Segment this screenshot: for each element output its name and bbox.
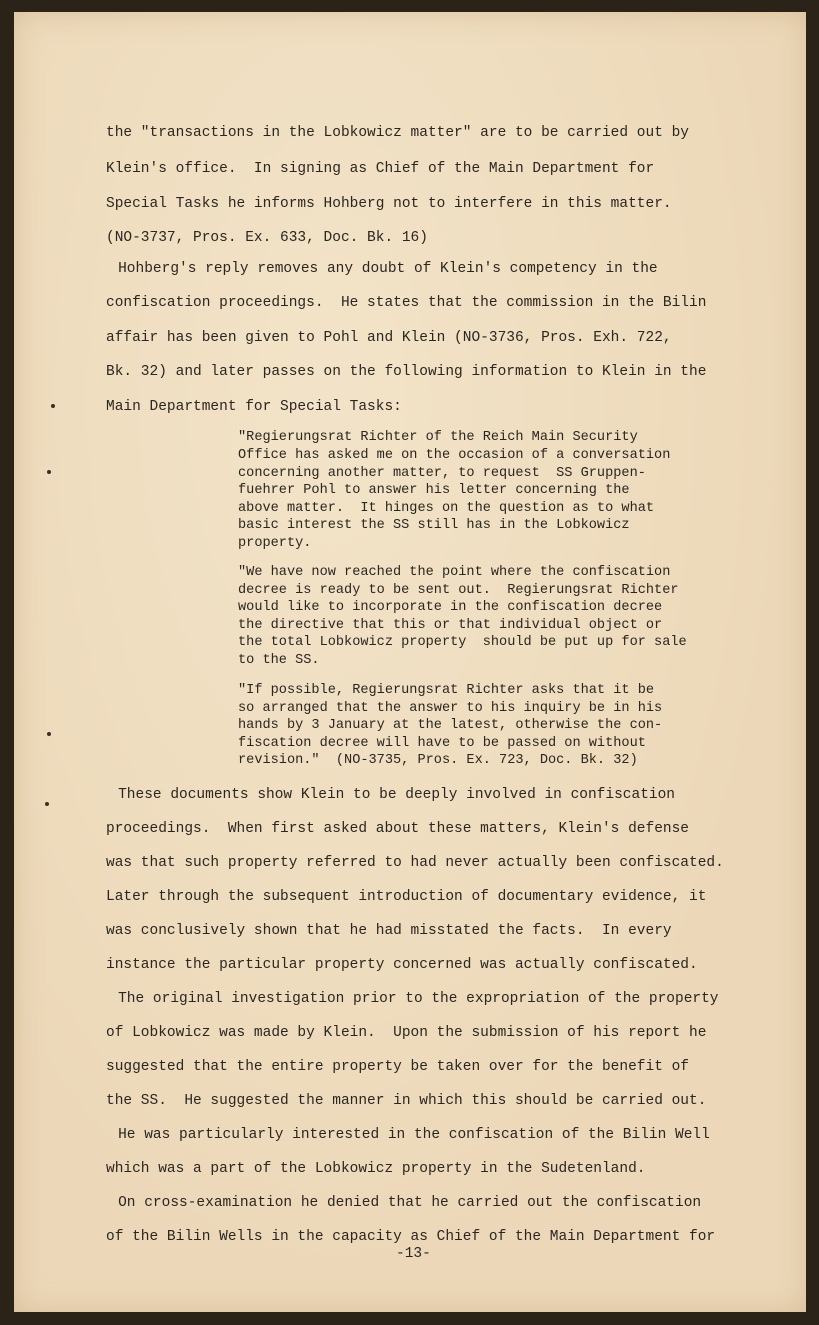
quote-line: property. [238,536,312,551]
quote-line: the total Lobkowicz property should be put up for sale [238,635,687,650]
page-number: -13- [396,1246,431,1262]
quote-line: hands by 3 January at the latest, otherwise the con- [238,718,663,733]
body-text-line: of Lobkowicz was made by Klein. Upon the submission of his report he [106,1025,707,1041]
body-text-line: Klein's office. In signing as Chief of the Main Department for [106,161,655,177]
body-text-line: was that such property referred to had never actually been confiscated. [106,855,724,871]
quote-line: to the SS. [238,653,320,668]
body-text-line: Main Department for Special Tasks: [106,399,402,415]
body-text-line: Bk. 32) and later passes on the following information to Klein in the [106,364,707,380]
punch-hole-mark [45,802,49,806]
punch-hole-mark [51,404,55,408]
body-text-line: was conclusively shown that he had misstated the facts. In every [106,923,672,939]
body-text-line: which was a part of the Lobkowicz property in the Sudetenland. [106,1161,646,1177]
quote-line: would like to incorporate in the confiscation decree [238,600,663,615]
body-text-line: On cross-examination he denied that he carried out the confiscation [92,1195,702,1211]
body-text-line: Special Tasks he informs Hohberg not to interfere in this matter. [106,196,672,212]
quote-line: fuehrer Pohl to answer his letter concerning the [238,483,630,498]
quote-line: above matter. It hinges on the question as to what [238,501,655,516]
punch-hole-mark [47,732,51,736]
quote-line: "Regierungsrat Richter of the Reich Main Security [238,430,638,445]
body-text-line: proceedings. When first asked about these matters, Klein's defense [106,821,689,837]
quote-line: so arranged that the answer to his inquiry be in his [238,701,663,716]
body-text-line: Hohberg's reply removes any doubt of Klein's competency in the [92,261,658,277]
citation-line: (NO-3737, Pros. Ex. 633, Doc. Bk. 16) [106,230,428,246]
quote-line: "If possible, Regierungsrat Richter asks that it be [238,683,655,698]
quote-line: "We have now reached the point where the confiscation [238,565,671,580]
quote-line: basic interest the SS still has in the Lobkowicz [238,518,630,533]
body-text-line: the "transactions in the Lobkowicz matter" are to be carried out by [106,125,689,141]
body-text-line: the SS. He suggested the manner in which this should be carried out. [106,1093,707,1109]
body-text-line: Later through the subsequent introduction of documentary evidence, it [106,889,707,905]
body-text-line: These documents show Klein to be deeply involved in confiscation [92,787,675,803]
quote-line: fiscation decree will have to be passed on without [238,736,646,751]
quote-line: Office has asked me on the occasion of a conversation [238,448,671,463]
body-text-line: He was particularly interested in the confiscation of the Bilin Well [92,1127,710,1143]
document-page [14,12,806,1312]
body-text-line: of the Bilin Wells in the capacity as Chief of the Main Department for [106,1229,716,1245]
punch-hole-mark [47,470,51,474]
quote-line: concerning another matter, to request SS Gruppen- [238,466,646,481]
body-text-line: The original investigation prior to the expropriation of the property [92,991,719,1007]
quote-line: decree is ready to be sent out. Regierungsrat Richter [238,583,679,598]
quote-line: revision." (NO-3735, Pros. Ex. 723, Doc. Bk. 32) [238,753,638,768]
body-text-line: affair has been given to Pohl and Klein (NO-3736, Pros. Exh. 722, [106,330,672,346]
body-text-line: instance the particular property concerned was actually confiscated. [106,957,698,973]
body-text-line: suggested that the entire property be taken over for the benefit of [106,1059,689,1075]
body-text-line: confiscation proceedings. He states that the commission in the Bilin [106,295,707,311]
quote-line: the directive that this or that individual object or [238,618,663,633]
